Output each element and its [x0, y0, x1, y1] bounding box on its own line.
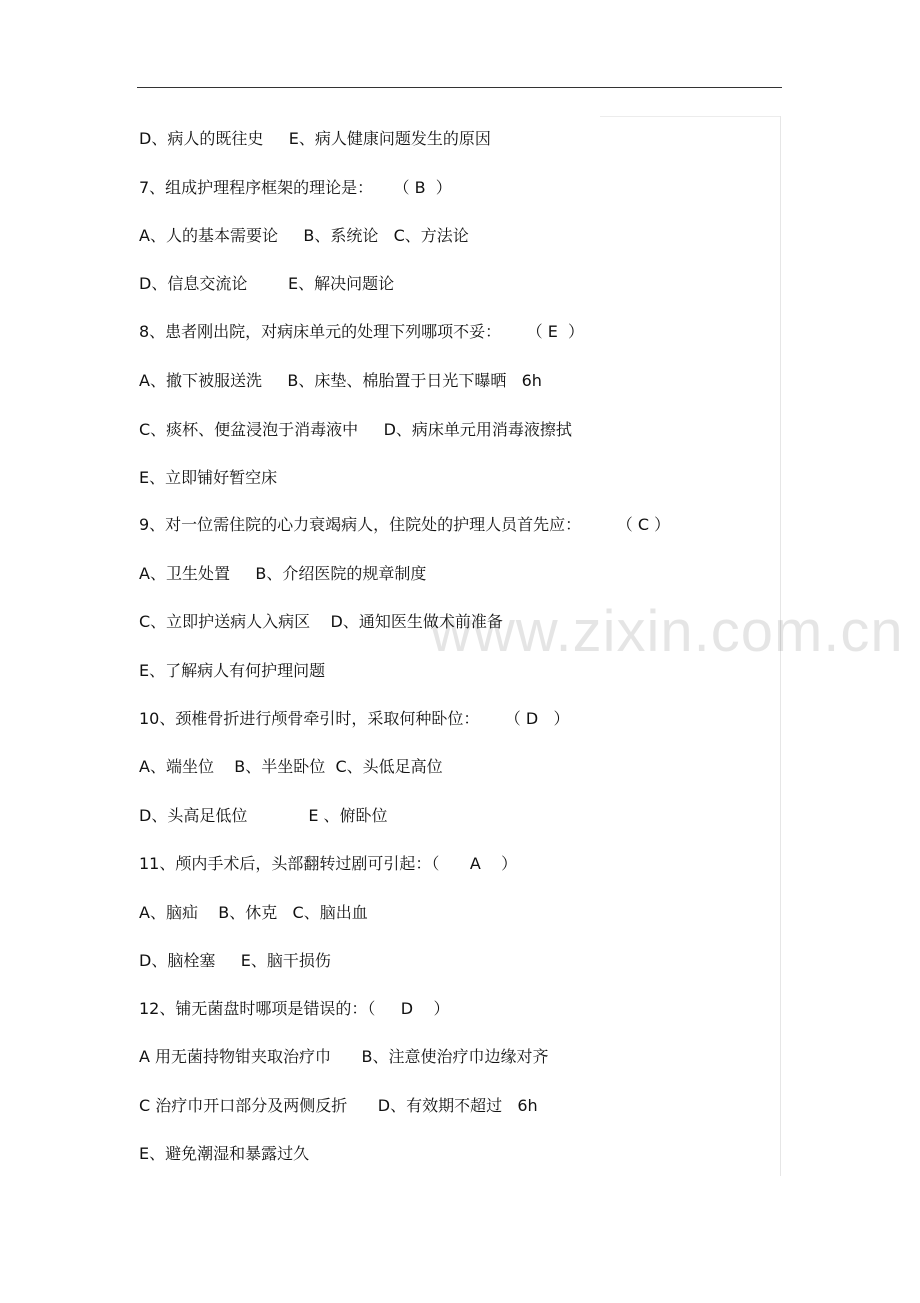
- text-line: D、头高足低位 E 、俯卧位: [139, 806, 388, 825]
- text-line: A、端坐位 B、半坐卧位 C、头低足高位: [139, 757, 443, 776]
- text-line: E、立即铺好暂空床: [139, 468, 278, 487]
- text-line: E、避免潮湿和暴露过久: [139, 1144, 310, 1163]
- text-line: 7、组成护理程序框架的理论是： （ B ）: [139, 178, 452, 197]
- watermark: www.zixin.com.cn: [430, 599, 904, 664]
- text-line: 10、颈椎骨折进行颅骨牵引时，采取何种卧位： （ D ）: [139, 709, 570, 728]
- text-line: 9、对一位需住院的心力衰竭病人，住院处的护理人员首先应： （ C ）: [139, 515, 671, 534]
- text-line: A 用无菌持物钳夹取治疗巾 B、注意使治疗巾边缘对齐: [139, 1047, 549, 1066]
- text-line: C 治疗巾开口部分及两侧反折 D、有效期不超过 6h: [139, 1096, 538, 1115]
- text-line: C、立即护送病人入病区 D、通知医生做术前准备: [139, 612, 503, 631]
- text-line: 11、颅内手术后，头部翻转过剧可引起：（ A ）: [139, 854, 518, 873]
- text-line: A、脑疝 B、休克 C、脑出血: [139, 903, 368, 922]
- text-line: C、痰杯、便盆浸泡于消毒液中 D、病床单元用消毒液擦拭: [139, 420, 572, 439]
- frame-top-line: [600, 116, 780, 117]
- text-line: A、卫生处置 B、介绍医院的规章制度: [139, 564, 427, 583]
- text-line: E、了解病人有何护理问题: [139, 661, 326, 680]
- text-line: 12、铺无菌盘时哪项是错误的：（ D ）: [139, 999, 450, 1018]
- text-line: D、脑栓塞 E、脑干损伤: [139, 951, 331, 970]
- text-line: 8、患者刚出院，对病床单元的处理下列哪项不妥： （ E ）: [139, 322, 584, 341]
- header-rule: [137, 87, 782, 88]
- text-line: D、病人的既往史 E、病人健康问题发生的原因: [139, 129, 491, 148]
- text-line: D、信息交流论 E、解决问题论: [139, 274, 395, 293]
- text-line: A、人的基本需要论 B、系统论 C、方法论: [139, 226, 469, 245]
- text-line: A、撤下被服送洗 B、床垫、棉胎置于日光下曝晒 6h: [139, 371, 542, 390]
